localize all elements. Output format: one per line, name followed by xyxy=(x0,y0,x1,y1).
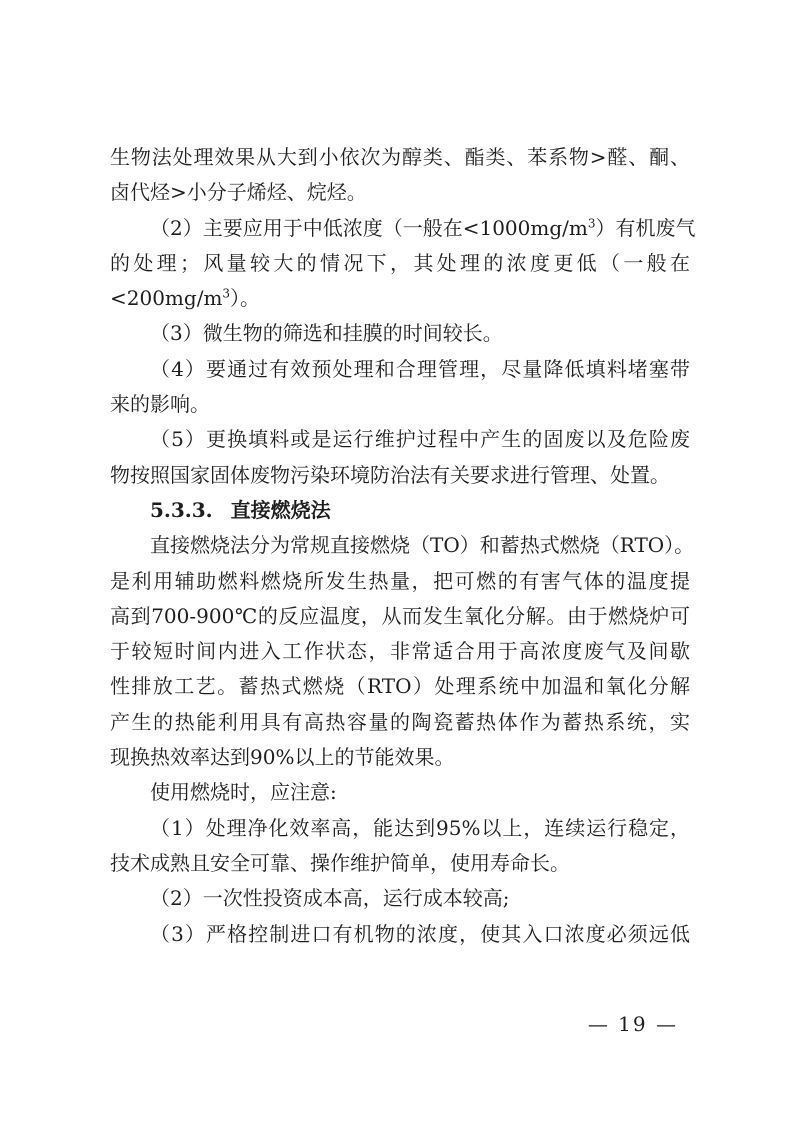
text-line: 现换热效率达到90%以上的节能效果。 xyxy=(110,745,455,770)
text-line: 产生的热能利用具有高热容量的陶瓷蓄热体作为蓄热系统，实 xyxy=(110,709,690,734)
text-line: 性排放工艺。蓄热式燃烧（RTO）处理系统中加温和氧化分解 xyxy=(110,674,690,699)
text-line: 高到700-900℃的反应温度，从而发生氧化分解。由于燃烧炉可 xyxy=(110,603,690,628)
page-number: — 19 — xyxy=(587,1012,678,1036)
text-line: （4）要通过有效预处理和合理管理，尽量降低填料堵塞带 xyxy=(150,356,690,381)
text-line: （3）严格控制进口有机物的浓度，使其入口浓度必须远低 xyxy=(150,921,690,946)
text-line: 直接燃烧法分为常规直接燃烧（TO）和蓄热式燃烧（RTO）。 xyxy=(150,533,695,558)
text-line: 使用燃烧时，应注意: xyxy=(150,780,337,805)
text-line: 生物法处理效果从大到小依次为醇类、酯类、苯系物>醛、酮、 xyxy=(110,145,690,169)
text-line: 于较短时间内进入工作状态，非常适合用于高浓度废气及间歇 xyxy=(110,639,690,664)
text-line: $<200mg/m^3$）。 xyxy=(110,286,261,311)
text-line: （2）一次性投资成本高，运行成本较高; xyxy=(150,886,510,911)
text-line: （3）微生物的筛选和挂膜的时间较长。 xyxy=(150,321,503,346)
text-line: （2）主要应用于中低浓度（一般在$<1000mg/m^3$）有机废气 xyxy=(150,215,696,240)
text-line: （5）更换填料或是运行维护过程中产生的固废以及危险废 xyxy=(150,427,690,452)
text-line: 是利用辅助燃料燃烧所发生热量，把可燃的有害气体的温度提 xyxy=(110,568,690,593)
body-text xyxy=(110,140,696,952)
section-number: 5.3.3. xyxy=(150,497,213,522)
text-line: 技术成熟且安全可靠、操作维护简单，使用寿命长。 xyxy=(110,850,570,875)
text-line: 卤代烃>小分子烯烃、烷烃。 xyxy=(110,180,367,205)
section-title: 直接燃烧法 xyxy=(230,497,331,522)
text-line: 来的影响。 xyxy=(110,392,210,417)
text-line: （1）处理净化效率高，能达到95%以上，连续运行稳定， xyxy=(150,815,690,840)
text-line: 物按照国家固体废物污染环境防治法有关要求进行管理、处置。 xyxy=(110,462,670,487)
text-line: 的处理；风量较大的情况下，其处理的浓度更低（一般在 xyxy=(110,250,690,275)
section-heading xyxy=(110,493,690,528)
